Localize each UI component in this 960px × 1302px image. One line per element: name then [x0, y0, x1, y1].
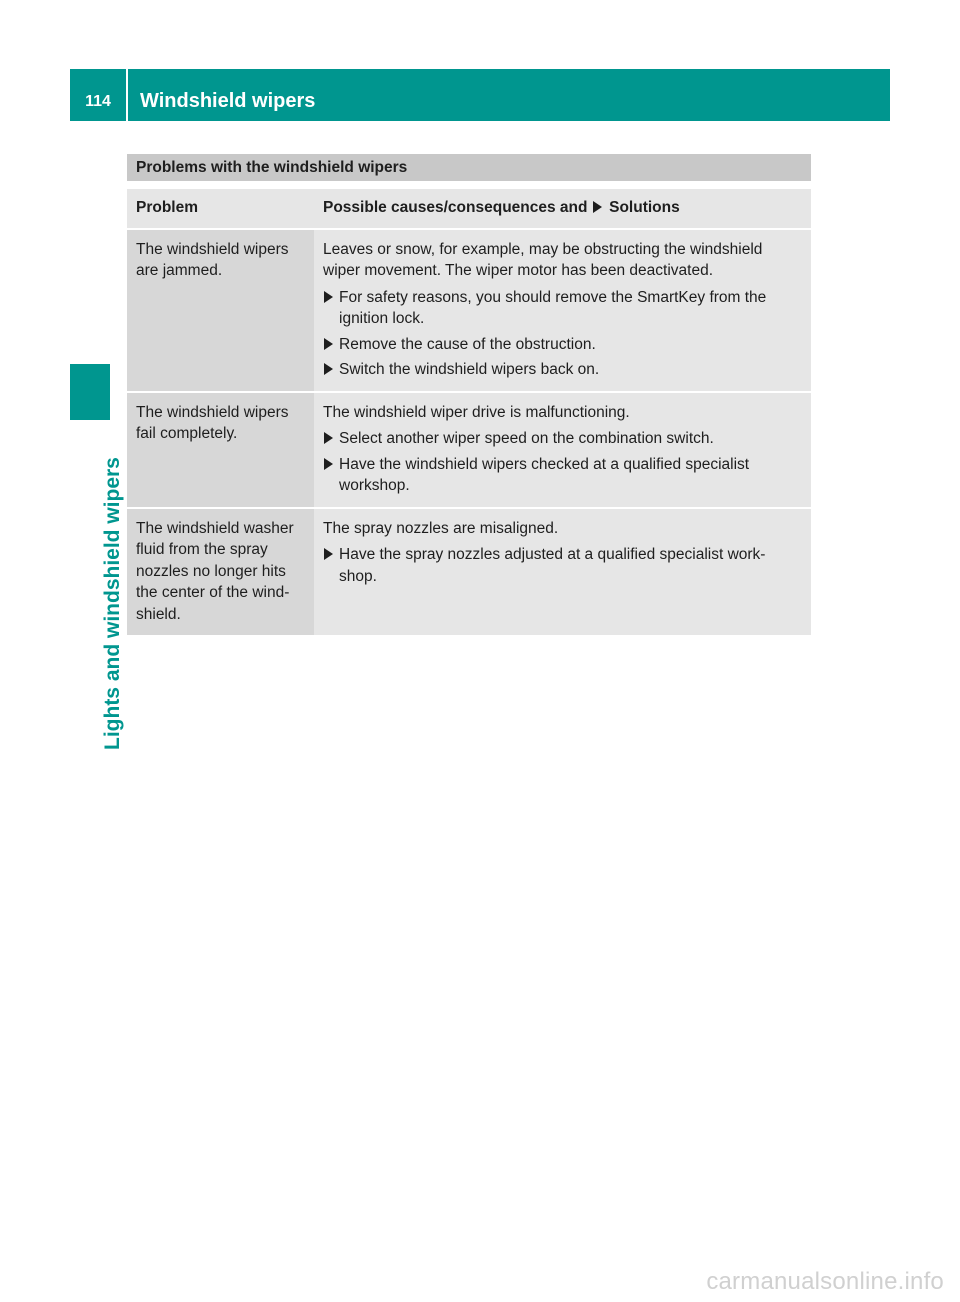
table-caption: Problems with the windshield wipers — [127, 154, 811, 181]
column-header-causes-prefix: Possible causes/consequences and — [323, 199, 588, 216]
cause-text: Leaves or snow, for example, may be obstructing the windshield wiper movement. The wiper motor has been deactivated. — [323, 240, 763, 279]
solution-step-text: Have the windshield wipers checked at a qualified specialist workshop. — [339, 455, 750, 494]
solution-step-text: For safety reasons, you should remove the SmartKey from the ignition lock. — [339, 288, 767, 327]
column-header-causes — [314, 189, 811, 229]
chapter-title: Lights and windshield wipers — [101, 457, 124, 750]
table-row — [127, 508, 811, 636]
cause-text: The spray nozzles are misaligned. — [323, 519, 559, 537]
chapter-marker — [70, 364, 110, 420]
page-header — [70, 69, 890, 121]
solution-step-text: Switch the windshield wipers back on. — [339, 361, 600, 378]
table-row — [127, 392, 811, 508]
column-header-causes-suffix: Solutions — [609, 199, 680, 216]
arrow-right-icon — [324, 548, 333, 560]
arrow-right-icon — [324, 291, 333, 303]
solution-step — [323, 428, 802, 450]
cause-cell — [314, 508, 811, 636]
section-title: Windshield wipers — [140, 90, 316, 112]
problem-cell: The windshield washer fluid from the spray nozzles no longer hits the center of the wind-shield. — [127, 508, 314, 636]
page-number: 114 — [85, 93, 111, 110]
arrow-right-icon — [593, 201, 602, 213]
problems-table-section — [127, 154, 811, 635]
solution-step — [323, 454, 802, 497]
solution-step-text: Have the spray nozzles adjusted at a qualified specialist work-shop. — [339, 546, 766, 585]
solution-step-text: Select another wiper speed on the combination switch. — [339, 430, 714, 447]
arrow-right-icon — [324, 458, 333, 470]
arrow-right-icon — [324, 363, 333, 375]
arrow-right-icon — [324, 338, 333, 350]
column-header-problem: Problem — [127, 189, 314, 229]
solution-step — [323, 359, 802, 381]
cause-text: The windshield wiper drive is malfunctioning. — [323, 403, 630, 421]
cause-cell — [314, 229, 811, 392]
table-header-row — [127, 189, 811, 229]
cause-cell — [314, 392, 811, 508]
solution-step — [323, 334, 802, 356]
header-divider — [126, 69, 128, 121]
problems-table — [127, 189, 811, 635]
solution-step — [323, 287, 802, 330]
table-row — [127, 229, 811, 392]
arrow-right-icon — [324, 432, 333, 444]
solution-step-text: Remove the cause of the obstruction. — [339, 335, 596, 353]
problem-cell: The windshield wipers fail completely. — [127, 392, 314, 508]
problem-cell: The windshield wipers are jammed. — [127, 229, 314, 392]
solution-step — [323, 544, 802, 587]
watermark: carmanualsonline.info — [706, 1268, 944, 1295]
